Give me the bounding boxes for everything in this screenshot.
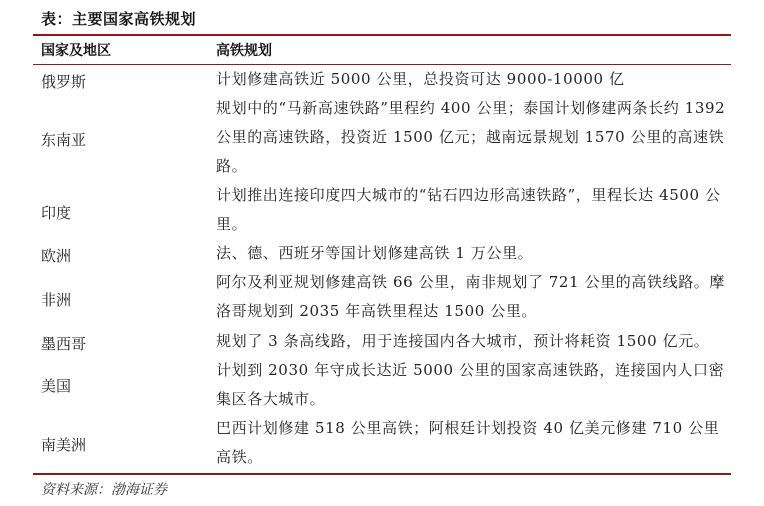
- row-plan-south-america: 巴西计划修建 518 公里高铁；阿根廷计划投资 40 亿美元修建 710 公里高铁。: [216, 419, 720, 466]
- row-plan-russia: 计划修建高铁近 5000 公里，总投资可达 9000-10000 亿: [216, 70, 625, 88]
- row-region-southeast-asia: 东南亚: [41, 131, 87, 149]
- row-region-mexico: 墨西哥: [41, 335, 87, 353]
- row-plan-africa: 阿尔及利亚规划修建高铁 66 公里，南非规划了 721 公里的高铁线路。摩洛哥规划到 2035 年高铁里程达 1500 公里。: [216, 273, 725, 320]
- row-region-usa: 美国: [41, 377, 72, 395]
- row-region-india: 印度: [41, 204, 72, 222]
- header-plan: 高铁规划: [216, 43, 272, 59]
- row-region-europe: 欧洲: [41, 247, 72, 265]
- table-title: 表：主要国家高铁规划: [41, 10, 197, 28]
- row-plan-mexico: 规划了 3 条高线路，用于连接国内各大城市，预计将耗资 1500 亿元。: [216, 332, 710, 350]
- top-rule: [33, 34, 731, 36]
- row-plan-india: 计划推出连接印度四大城市的“钻石四边形高速铁路”，里程长达 4500 公里。: [216, 186, 721, 233]
- row-plan-usa: 计划到 2030 年守成长达近 5000 公里的国家高速铁路，连接国内人口密集区各大城市。: [216, 361, 725, 408]
- row-region-russia: 俄罗斯: [41, 73, 87, 91]
- row-plan-southeast-asia: 规划中的“马新高速铁路”里程约 400 公里；泰国计划修建两条长约 1392 公里的高速铁路，投资近 1500 亿元；越南远景规划 1570 公里的高速铁路。: [216, 99, 726, 175]
- header-region: 国家及地区: [41, 43, 111, 59]
- source-note: 资料来源：渤海证券: [41, 482, 167, 498]
- bottom-rule: [33, 473, 731, 475]
- row-plan-europe: 法、德、西班牙等国计划修建高铁 1 万公里。: [216, 244, 534, 262]
- row-region-south-america: 南美洲: [41, 436, 87, 454]
- row-region-africa: 非洲: [41, 291, 72, 309]
